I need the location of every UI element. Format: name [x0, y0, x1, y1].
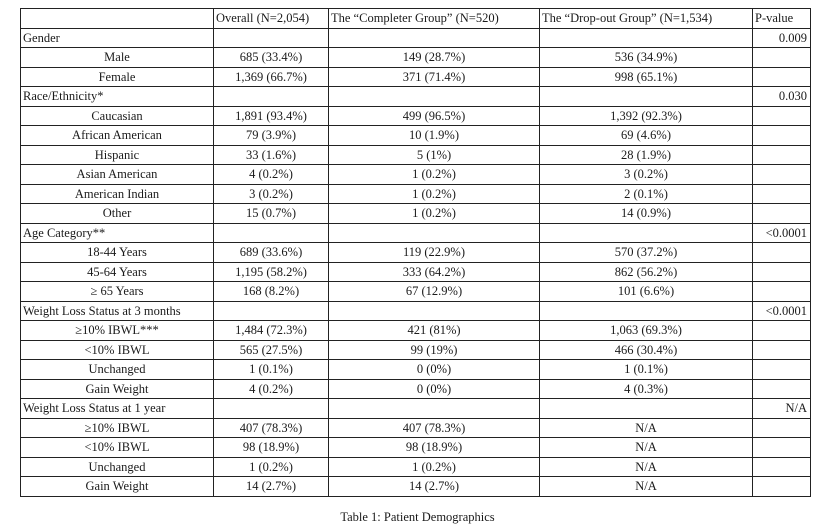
table-cell: 1,063 (69.3%)	[540, 321, 753, 341]
table-row	[21, 360, 811, 380]
table-cell: 1,392 (92.3%)	[540, 106, 753, 126]
table-cell: 862 (56.2%)	[540, 262, 753, 282]
table-row	[21, 321, 811, 341]
p-value-cell	[753, 243, 811, 263]
table-cell: 14 (2.7%)	[214, 477, 329, 497]
column-header: The “Drop-out Group” (N=1,534)	[540, 9, 753, 29]
table-row	[21, 477, 811, 497]
section-row	[21, 87, 811, 107]
p-value-cell	[753, 477, 811, 497]
table-cell: 2 (0.1%)	[540, 184, 753, 204]
table-cell: 1,891 (93.4%)	[214, 106, 329, 126]
table-cell: 5 (1%)	[329, 145, 540, 165]
table-cell: 565 (27.5%)	[214, 340, 329, 360]
row-label: ≥ 65 Years	[21, 282, 214, 302]
table-cell: 333 (64.2%)	[329, 262, 540, 282]
table-cell	[540, 399, 753, 419]
table-cell	[329, 87, 540, 107]
table-row	[21, 48, 811, 68]
demographics-table	[20, 8, 811, 497]
section-label: Age Category**	[21, 223, 214, 243]
table-cell: 101 (6.6%)	[540, 282, 753, 302]
table-cell	[329, 223, 540, 243]
p-value-cell	[753, 48, 811, 68]
column-header: Overall (N=2,054)	[214, 9, 329, 29]
table-cell	[214, 28, 329, 48]
section-row	[21, 301, 811, 321]
section-row	[21, 28, 811, 48]
table-row	[21, 184, 811, 204]
table-cell	[214, 399, 329, 419]
row-label: Gain Weight	[21, 477, 214, 497]
p-value-cell: <0.0001	[753, 223, 811, 243]
table-cell	[329, 28, 540, 48]
p-value-cell	[753, 321, 811, 341]
table-cell: 98 (18.9%)	[329, 438, 540, 458]
table-cell: 685 (33.4%)	[214, 48, 329, 68]
table-cell: 1 (0.1%)	[540, 360, 753, 380]
table-cell	[214, 301, 329, 321]
row-label: Hispanic	[21, 145, 214, 165]
table-cell	[540, 301, 753, 321]
table-cell: 421 (81%)	[329, 321, 540, 341]
table-cell	[540, 28, 753, 48]
table-cell: 28 (1.9%)	[540, 145, 753, 165]
table-row	[21, 67, 811, 87]
table-cell: 536 (34.9%)	[540, 48, 753, 68]
p-value-cell	[753, 262, 811, 282]
row-label: American Indian	[21, 184, 214, 204]
table-cell: 98 (18.9%)	[214, 438, 329, 458]
p-value-cell	[753, 145, 811, 165]
row-label: Female	[21, 67, 214, 87]
p-value-cell	[753, 67, 811, 87]
table-row	[21, 126, 811, 146]
table-cell: 0 (0%)	[329, 379, 540, 399]
p-value-cell	[753, 379, 811, 399]
table-cell: 570 (37.2%)	[540, 243, 753, 263]
table-cell	[214, 87, 329, 107]
column-header	[21, 9, 214, 29]
table-row	[21, 262, 811, 282]
column-header: The “Completer Group” (N=520)	[329, 9, 540, 29]
table-cell: 10 (1.9%)	[329, 126, 540, 146]
row-label: <10% IBWL	[21, 438, 214, 458]
p-value-cell	[753, 438, 811, 458]
p-value-cell	[753, 204, 811, 224]
table-row	[21, 165, 811, 185]
table-row	[21, 204, 811, 224]
row-label: African American	[21, 126, 214, 146]
table-cell: 79 (3.9%)	[214, 126, 329, 146]
table-cell: 14 (2.7%)	[329, 477, 540, 497]
section-label: Race/Ethnicity*	[21, 87, 214, 107]
demographics-table-body	[21, 9, 811, 497]
row-label: Unchanged	[21, 360, 214, 380]
table-cell	[329, 301, 540, 321]
row-label: Asian American	[21, 165, 214, 185]
table-cell: 1,195 (58.2%)	[214, 262, 329, 282]
p-value-cell: 0.009	[753, 28, 811, 48]
table-cell: 1,369 (66.7%)	[214, 67, 329, 87]
table-row	[21, 340, 811, 360]
table-row	[21, 418, 811, 438]
table-cell: 168 (8.2%)	[214, 282, 329, 302]
section-row	[21, 399, 811, 419]
p-value-cell	[753, 165, 811, 185]
p-value-cell	[753, 106, 811, 126]
table-cell: 407 (78.3%)	[214, 418, 329, 438]
table-row	[21, 243, 811, 263]
p-value-cell	[753, 457, 811, 477]
table-cell: 149 (28.7%)	[329, 48, 540, 68]
p-value-cell	[753, 340, 811, 360]
table-cell: 371 (71.4%)	[329, 67, 540, 87]
p-value-cell: N/A	[753, 399, 811, 419]
p-value-cell: 0.030	[753, 87, 811, 107]
p-value-cell	[753, 282, 811, 302]
row-label: 18-44 Years	[21, 243, 214, 263]
table-cell: N/A	[540, 418, 753, 438]
section-label: Weight Loss Status at 1 year	[21, 399, 214, 419]
header-row	[21, 9, 811, 29]
table-cell: 1 (0.2%)	[329, 457, 540, 477]
p-value-cell	[753, 126, 811, 146]
table-cell: 3 (0.2%)	[214, 184, 329, 204]
table-row	[21, 379, 811, 399]
table-cell: 67 (12.9%)	[329, 282, 540, 302]
table-cell: 1 (0.2%)	[329, 165, 540, 185]
table-cell	[329, 399, 540, 419]
table-cell: 99 (19%)	[329, 340, 540, 360]
table-cell: N/A	[540, 438, 753, 458]
table-cell: 1 (0.2%)	[214, 457, 329, 477]
table-cell: N/A	[540, 457, 753, 477]
table-cell: 0 (0%)	[329, 360, 540, 380]
table-row	[21, 438, 811, 458]
table-cell: 1,484 (72.3%)	[214, 321, 329, 341]
p-value-cell	[753, 360, 811, 380]
table-cell: 3 (0.2%)	[540, 165, 753, 185]
p-value-cell: <0.0001	[753, 301, 811, 321]
table-cell: 15 (0.7%)	[214, 204, 329, 224]
table-cell	[214, 223, 329, 243]
table-cell: 4 (0.2%)	[214, 379, 329, 399]
table-row	[21, 457, 811, 477]
table-cell: 69 (4.6%)	[540, 126, 753, 146]
table-row	[21, 145, 811, 165]
row-label: ≥10% IBWL***	[21, 321, 214, 341]
table-cell: 1 (0.2%)	[329, 184, 540, 204]
table-cell: 499 (96.5%)	[329, 106, 540, 126]
table-cell	[540, 223, 753, 243]
section-label: Weight Loss Status at 3 months	[21, 301, 214, 321]
table-cell: 33 (1.6%)	[214, 145, 329, 165]
table-cell: 689 (33.6%)	[214, 243, 329, 263]
table-cell: 407 (78.3%)	[329, 418, 540, 438]
section-row	[21, 223, 811, 243]
row-label: ≥10% IBWL	[21, 418, 214, 438]
table-cell: 1 (0.1%)	[214, 360, 329, 380]
row-label: 45-64 Years	[21, 262, 214, 282]
table-cell: 119 (22.9%)	[329, 243, 540, 263]
table-row	[21, 106, 811, 126]
table-cell: 4 (0.3%)	[540, 379, 753, 399]
p-value-cell	[753, 184, 811, 204]
table-cell: 1 (0.2%)	[329, 204, 540, 224]
table-cell: N/A	[540, 477, 753, 497]
table-cell: 466 (30.4%)	[540, 340, 753, 360]
table-cell: 4 (0.2%)	[214, 165, 329, 185]
column-header: P-value	[753, 9, 811, 29]
row-label: <10% IBWL	[21, 340, 214, 360]
table-cell: 14 (0.9%)	[540, 204, 753, 224]
row-label: Other	[21, 204, 214, 224]
row-label: Caucasian	[21, 106, 214, 126]
table-cell	[540, 87, 753, 107]
table-caption: Table 1: Patient Demographics	[340, 510, 495, 524]
row-label: Male	[21, 48, 214, 68]
section-label: Gender	[21, 28, 214, 48]
table-row	[21, 282, 811, 302]
p-value-cell	[753, 418, 811, 438]
row-label: Gain Weight	[21, 379, 214, 399]
row-label: Unchanged	[21, 457, 214, 477]
table-cell: 998 (65.1%)	[540, 67, 753, 87]
